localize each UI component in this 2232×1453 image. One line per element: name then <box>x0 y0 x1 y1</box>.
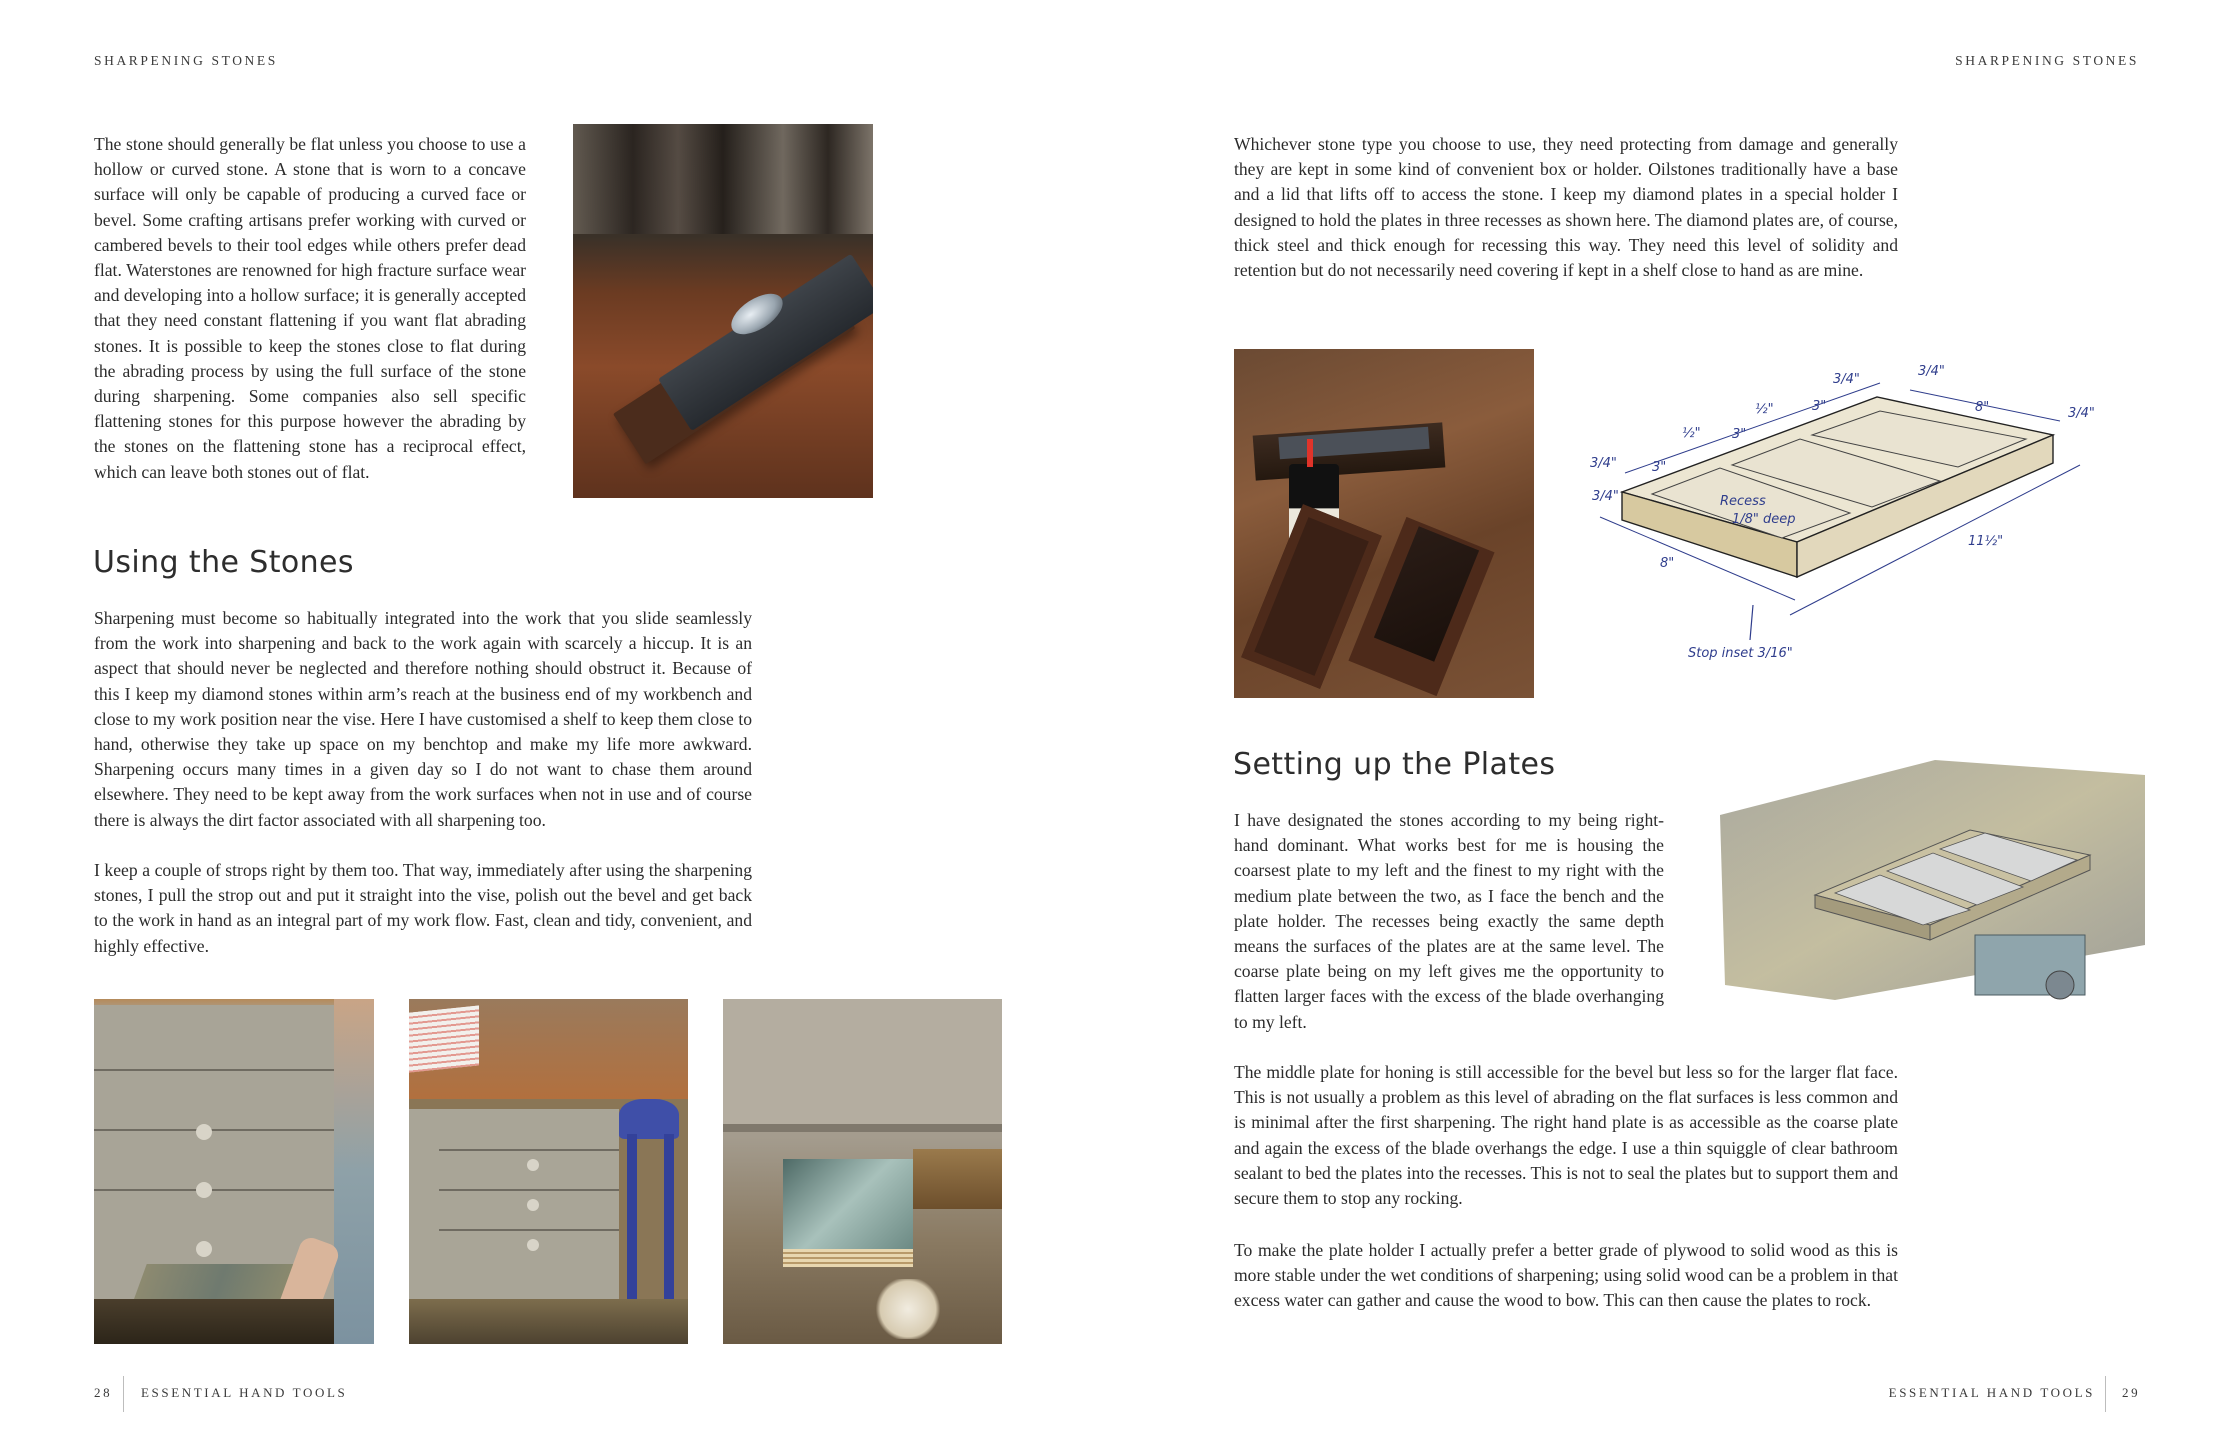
dim-divider-2: ½" <box>1755 402 1774 417</box>
running-head-left: SHARPENING STONES <box>94 53 278 68</box>
dim-width-top: 8" <box>1975 400 1990 415</box>
folio-divider-right <box>2105 1376 2106 1412</box>
intro-paragraph-left: The stone should generally be flat unless you choose to use a hollow or curved stone. A stone that is worn to a concave surface will only be capable of producing a curved face or bevel. Some crafting artisans prefer working with curved or cambered bevels to their tool edges while others prefer dead flat. Waterstones are renowned for high fracture surface wear and developing into a hollow surface; it is generally accepted that they need constant flattening if you want flat abrading stones. It is possible to keep the stones close to flat during the abrading process by using the full surface of the stone during sharpening. Some companies also sell specific flattening stones for this purpose however the abrading by the stones on the flattening stone has a reciprocal effect, which can leave both stones out of flat. <box>94 134 526 482</box>
paragraph-plates-1: I have designated the stones according to my being right-hand dominant. What works best for me is housing the coarsest plate to my left and the finest to my right with the medium plate between the two, as I face the bench and the plate holder. The recesses being exactly the same depth means the surfaces of the plates are at the same level. The coarse plate being on my left gives me the opportunity to flatten larger faces with the excess of the blade overhanging to my left. <box>1234 810 1664 1032</box>
paragraph-using-stones-2: I keep a couple of strops right by them too. That way, immediately after using the sharpening stones, I pull the strop out and put it straight into the vise, polish out the bevel and get back to the work in hand as an integral part of my work flow. Fast, clean and tidy, convenient, and highly effective. <box>94 860 752 956</box>
folio-divider-left <box>123 1376 124 1412</box>
dim-pocket-1: 3" <box>1652 460 1667 475</box>
waterstone-on-bench-photo <box>573 124 873 498</box>
bench-plate-holder-illustration <box>1705 745 2160 1020</box>
section-heading-setting-up-plates: Setting up the Plates <box>1233 747 1556 782</box>
dim-end-top: 3/4" <box>1918 364 1945 379</box>
dim-pocket-3: 3" <box>1812 399 1827 414</box>
dim-thickness: 3/4" <box>1592 489 1619 504</box>
dim-end-left: 3/4" <box>1590 456 1617 471</box>
dim-end-mid: 3/4" <box>1833 372 1860 387</box>
bench-illustration-drawing <box>1705 745 2160 1020</box>
drawer-shelf-photo-3 <box>723 999 1002 1344</box>
label-recess: Recess <box>1720 494 1766 509</box>
dim-end-right: 3/4" <box>2068 406 2095 421</box>
drawer-shelf-photo-2 <box>409 999 688 1344</box>
dim-pocket-2: 3" <box>1732 427 1747 442</box>
folio-page-number-right: 29 <box>2122 1385 2141 1400</box>
paragraph-plates-3: To make the plate holder I actually prefer a better grade of plywood to solid wood as this is more stable under the wet conditions of sharpening; using solid wood can be a problem in that excess water can gather and cause the wood to bow. This can then cause the plates to rock. <box>1234 1240 1898 1311</box>
paragraph-plates-2: The middle plate for honing is still accessible for the bevel but less so for the larger flat face. This is not usually a problem as this level of abrading on the flat surfaces is less common and is minimal after the first sharpening. The right hand plate is as accessible as the coarse plate and again the excess of the blade overhangs the edge. I use a thin squiggle of clear bathroom sealant to bed the plates into the recesses. This is not to seal the plates but to support them and secure them to stop any rocking. <box>1234 1062 1898 1209</box>
intro-paragraph-right: Whichever stone type you choose to use, they need protecting from damage and generally they are kept in some kind of convenient box or holder. Oilstones traditionally have a base and a lid that lifts off to access the stone. I keep my diamond plates in a special holder I designed to hold the plates in three recesses as shown here. The diamond plates are, of course, thick steel and thick enough for recessing this way. They need this level of solidity and retention but do not necessarily need covering if kept in a shelf close to hand as are mine. <box>1234 134 1898 281</box>
label-recess-depth: 1/8" deep <box>1732 512 1796 527</box>
paragraph-using-stones-1: Sharpening must become so habitually integrated into the work that you slide seamlessly from the work into sharpening and back to the work again with scarcely a hiccup. It is an aspect that should never be neglected and therefore nothing should obstruct it. Because of this I keep my diamond stones within arm’s reach at the business end of my workbench and close to my work position near the vise. Here I have customised a shelf to keep them close to hand, otherwise they take up space on my benchtop and make my life more awkward. Sharpening occurs many times in a given day so I do not want to chase them around elsewhere. They need to be kept away from the work surfaces when not in use and of course there is always the dirt factor associated with all sharpening too. <box>94 608 752 830</box>
folio-page-number-left: 28 <box>94 1385 113 1400</box>
plate-holder-drawing <box>1590 355 2150 680</box>
label-stop-inset: Stop inset 3/16" <box>1688 646 1793 661</box>
folio-book-title-right: ESSENTIAL HAND TOOLS <box>1888 1385 2095 1400</box>
drawer-shelf-photo-1 <box>94 999 374 1344</box>
folio-book-title-left: ESSENTIAL HAND TOOLS <box>141 1385 348 1400</box>
running-head-right: SHARPENING STONES <box>1955 53 2139 68</box>
dim-length: 11½" <box>1968 534 2004 549</box>
plate-holder-diagram <box>1590 355 2150 680</box>
section-heading-using-stones: Using the Stones <box>93 545 354 580</box>
dim-width: 8" <box>1660 556 1675 571</box>
oilstone-boxes-photo <box>1234 349 1534 698</box>
stop-arrow-icon <box>1750 605 1753 640</box>
dim-divider-1: ½" <box>1682 426 1701 441</box>
